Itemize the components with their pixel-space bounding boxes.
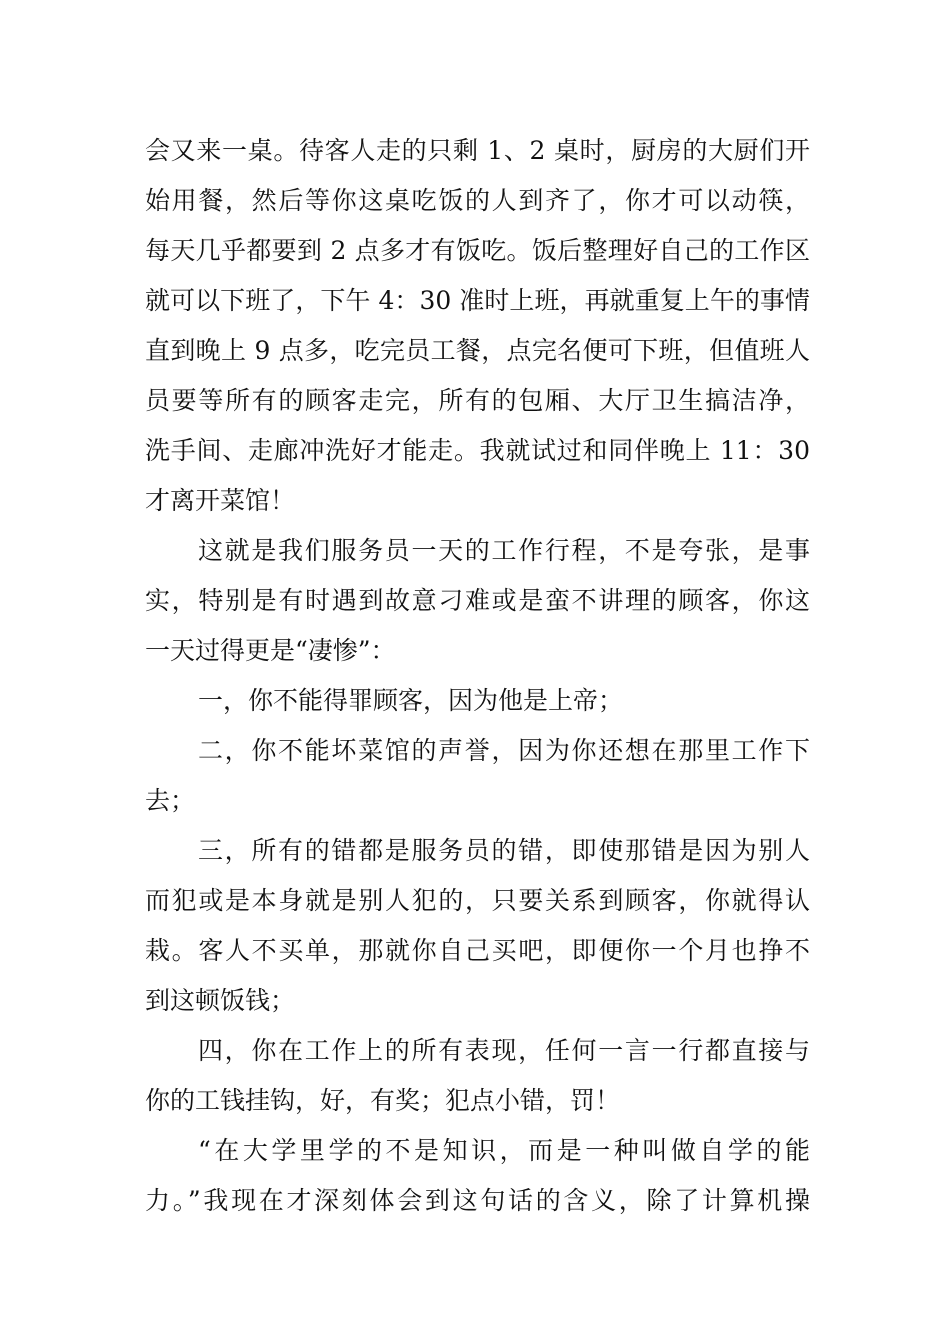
text-line: 到这顿饭钱；: [145, 986, 296, 1015]
paragraph-first-line: 这就是我们服务员一天的工作行程，不是夸张，是事: [198, 536, 810, 565]
list-item-4: 四，你在工作上的所有表现，任何一言一行都直接与: [198, 1036, 810, 1065]
text-line: 洗手间、走廊冲洗好才能走。我就试过和同伴晚上 11：30: [145, 436, 810, 465]
list-item-2: 二，你不能坏菜馆的声誉，因为你还想在那里工作下: [198, 736, 810, 765]
list-item-3: 三，所有的错都是服务员的错，即使那错是因为别人: [198, 836, 810, 865]
text-line: 直到晚上 9 点多，吃完员工餐，点完名便可下班，但值班人: [145, 336, 810, 365]
text-line: 就可以下班了，下午 4：30 准时上班，再就重复上午的事情: [145, 286, 810, 315]
text-line: 栽。客人不买单，那就你自己买吧，即便你一个月也挣不: [145, 936, 810, 965]
text-line: 始用餐，然后等你这桌吃饭的人到齐了，你才可以动筷，: [145, 186, 810, 215]
list-item-1: 一，你不能得罪顾客，因为他是上帝；: [198, 686, 624, 715]
text-line: 而犯或是本身就是别人犯的，只要关系到顾客，你就得认: [145, 886, 810, 915]
text-line: 会又来一桌。待客人走的只剩 1、2 桌时，厨房的大厨们开: [145, 136, 810, 165]
quote-paragraph-first-line: “在大学里学的不是知识，而是一种叫做自学的能: [198, 1136, 810, 1165]
text-line: 才离开菜馆！: [145, 486, 296, 515]
text-line: 员要等所有的顾客走完，所有的包厢、大厅卫生搞洁净，: [145, 386, 810, 415]
text-line: 一天过得更是“凄惨”：: [145, 636, 396, 665]
text-line: 去；: [145, 786, 196, 815]
text-line: 力。”我现在才深刻体会到这句话的含义，除了计算机操: [145, 1186, 810, 1215]
text-line: 每天几乎都要到 2 点多才有饭吃。饭后整理好自己的工作区: [145, 236, 810, 265]
text-line: 你的工钱挂钩，好，有奖；犯点小错，罚！: [145, 1086, 621, 1115]
text-line: 实，特别是有时遇到故意刁难或是蛮不讲理的顾客，你这: [145, 586, 810, 615]
